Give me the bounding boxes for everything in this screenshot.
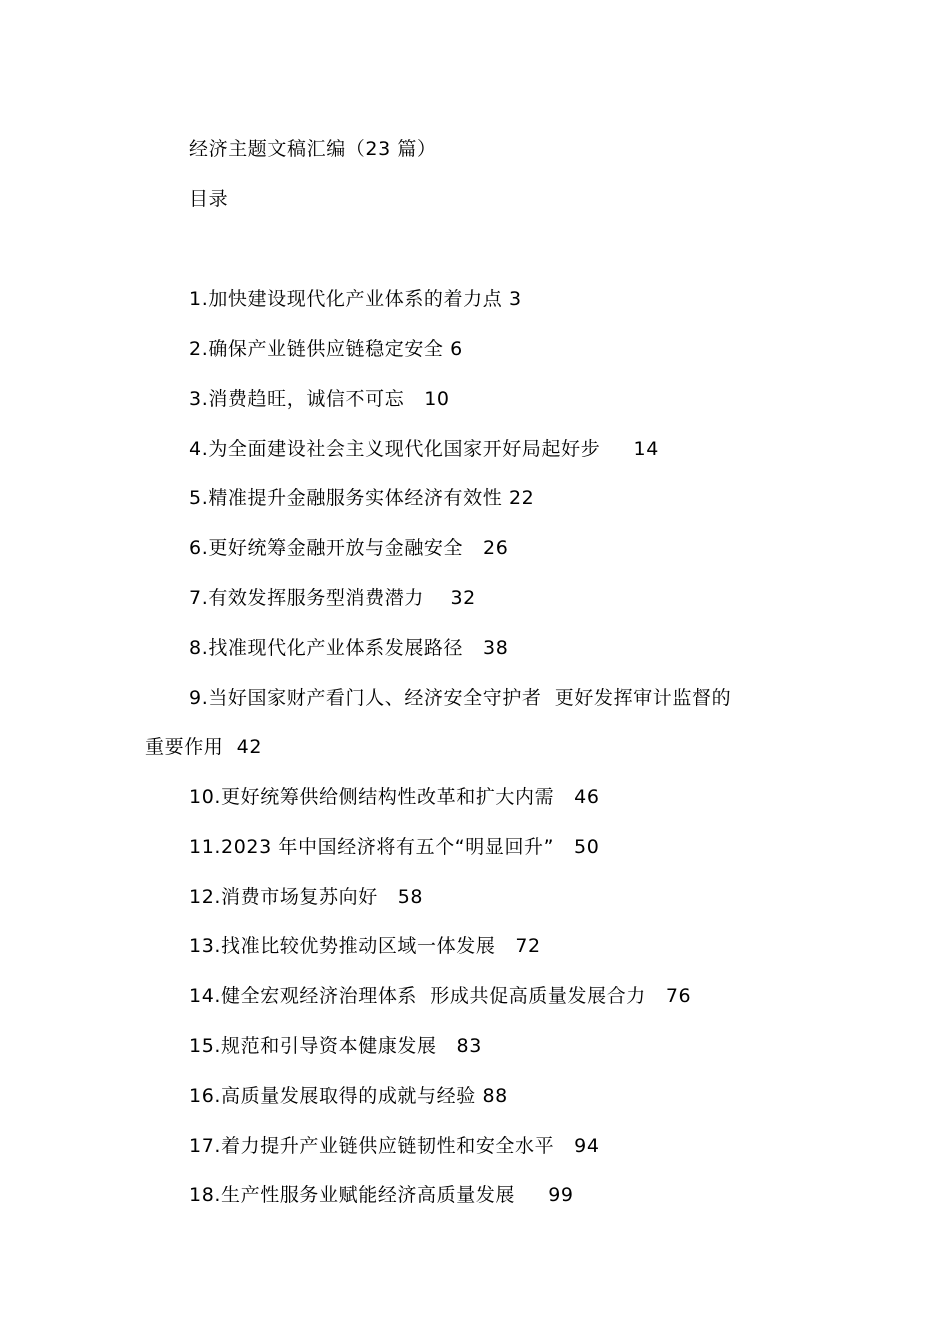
toc-entry: 13.找准比较优势推动区域一体发展 72 bbox=[189, 935, 541, 957]
toc-entry: 10.更好统筹供给侧结构性改革和扩大内需 46 bbox=[189, 786, 600, 808]
toc-entry: 8.找准现代化产业体系发展路径 38 bbox=[189, 637, 509, 659]
toc-entry: 18.生产性服务业赋能经济高质量发展 99 bbox=[189, 1184, 574, 1206]
toc-entry: 9.当好国家财产看门人、经济安全守护者 更好发挥审计监督的 bbox=[189, 687, 732, 709]
toc-entry: 11.2023 年中国经济将有五个“明显回升” 50 bbox=[189, 836, 600, 858]
toc-entry: 16.高质量发展取得的成就与经验 88 bbox=[189, 1085, 508, 1107]
toc-entry: 3.消费趋旺，诚信不可忘 10 bbox=[189, 388, 450, 410]
toc-entry: 15.规范和引导资本健康发展 83 bbox=[189, 1035, 482, 1057]
toc-entry: 5.精准提升金融服务实体经济有效性 22 bbox=[189, 487, 535, 509]
toc-entry: 7.有效发挥服务型消费潜力 32 bbox=[189, 587, 476, 609]
toc-heading: 目录 bbox=[189, 188, 229, 210]
toc-entry: 1.加快建设现代化产业体系的着力点 3 bbox=[189, 288, 522, 310]
toc-entry: 14.健全宏观经济治理体系 形成共促高质量发展合力 76 bbox=[189, 985, 692, 1007]
toc-entry: 6.更好统筹金融开放与金融安全 26 bbox=[189, 537, 509, 559]
toc-entry-continuation: 重要作用 42 bbox=[145, 736, 263, 758]
document-title: 经济主题文稿汇编（23 篇） bbox=[189, 138, 437, 160]
toc-entry: 2.确保产业链供应链稳定安全 6 bbox=[189, 338, 463, 360]
toc-entry: 17.着力提升产业链供应链韧性和安全水平 94 bbox=[189, 1135, 600, 1157]
toc-entry: 12.消费市场复苏向好 58 bbox=[189, 886, 424, 908]
toc-entry: 4.为全面建设社会主义现代化国家开好局起好步 14 bbox=[189, 438, 659, 460]
